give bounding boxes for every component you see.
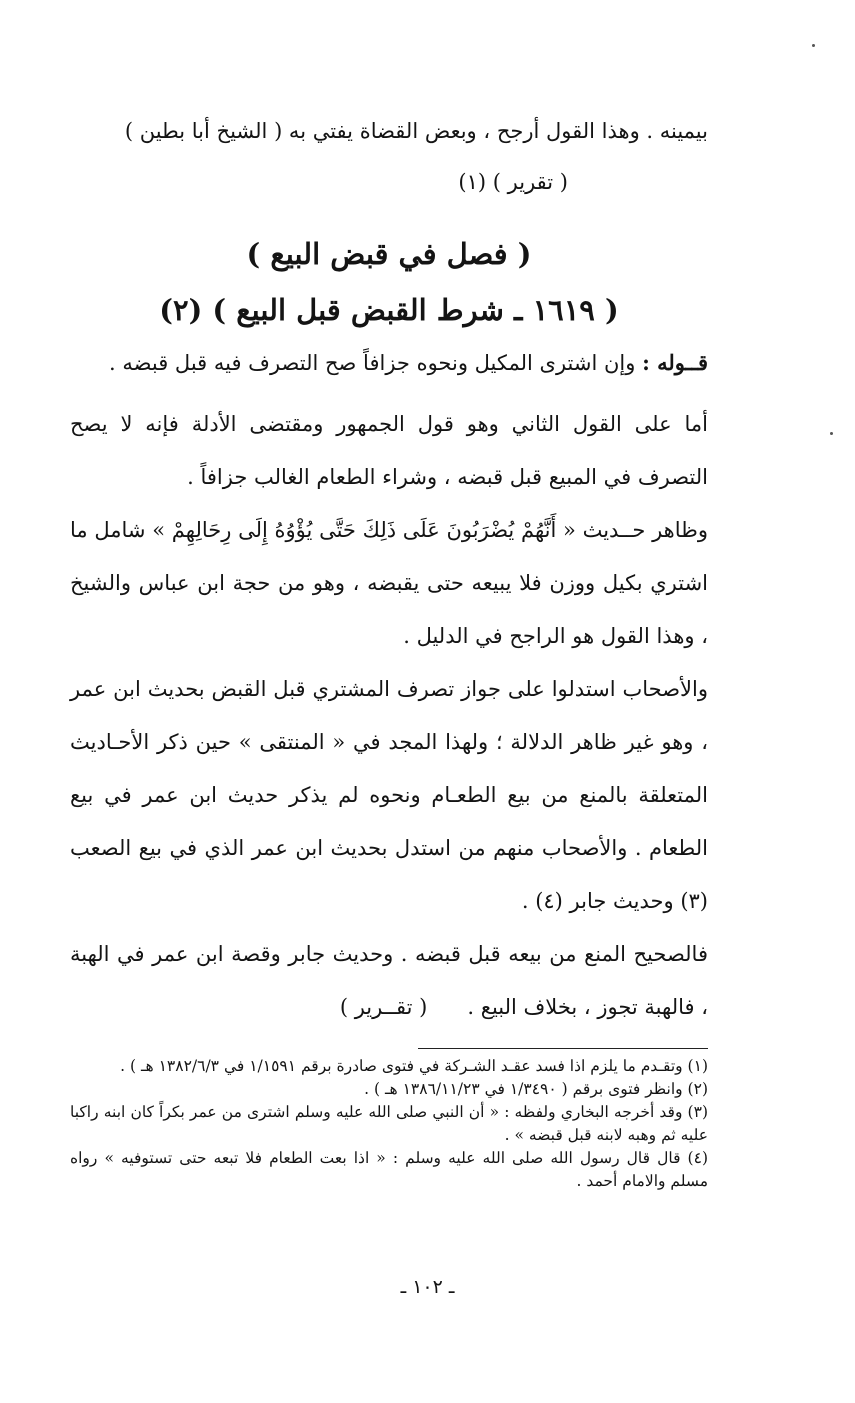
- source-tag-line: ( تقرير ) (١): [458, 170, 568, 194]
- scan-speck: [812, 44, 815, 47]
- footnote-1: (١) وتقـدم ما يلزم اذا فسد عقـد الشـركة في فتوى صادرة برقم ١/١٥٩١ في ١٣٨٢/٦/٣ هـ ) .: [120, 1057, 708, 1075]
- section-heading: ( فصل في قبض البيع ): [246, 237, 532, 271]
- footnote-3: (٣) وقد أخرجه البخاري ولفظه : « أن النبي صلى الله عليه وسلم اشترى من عمر بكراً كان ابنه راكبا عليه ثم وهبه لابنه قبل قبضه » .: [70, 1103, 708, 1144]
- paragraph-conclusion: [70, 928, 708, 1034]
- quote-lead: قــوله :: [642, 350, 708, 375]
- footnote-4: (٤) قال قال رسول الله صلى الله عليه وسلم : « اذا بعت الطعام فلا تبعه حتى تستوفيه » رواه مسلم والامام أحمد .: [70, 1149, 708, 1190]
- paragraph-majority-view: أما على القول الثاني وهو قول الجمهور ومقتضى الأدلة فإنه لا يصح التصرف في المبيع قبل قبضه ، وشراء الطعام الغالب جزافاً .: [70, 412, 708, 489]
- page-body: [70, 105, 708, 1193]
- quoted-text-paragraph: [70, 338, 708, 388]
- issue-heading: ( ١٦١٩ ـ شرط القبض قبل البيع ) (٢): [159, 293, 619, 327]
- paragraph-companions: والأصحاب استدلوا على جواز تصرف المشتري قبل القبض بحديث ابن عمر ، وهو غير ظاهر الدلالة ؛ ولهذا المجد في « المنتقى » حين ذكر الأحـاديث المتعلقة بالمنع من بيع الطعـام ونحوه لم يذكر حديث ابن عمر في بيع الطعام . والأصحاب منهم من استدل بحديث ابن عمر الذي في بيع الصعب (٣) وحديث جابر (٤) .: [70, 677, 708, 913]
- scan-speck: [830, 432, 833, 435]
- page-number: ـ ١٠٢ ـ: [400, 1276, 455, 1298]
- paragraph-hadith: وظاهر حــديث « أَنَّهُمْ يُضْرَبُونَ عَلَى ذَلِكَ حَتَّى يُؤْوُهُ إِلَى رِحَالِهِمْ » شامل ما اشتري بكيل ووزن فلا يبيعه حتى يقبضه ، وهو من حجة ابن عباس والشيخ ، وهذا القول هو الراجح في الدليل .: [70, 518, 708, 648]
- conclusion-text: فالصحيح المنع من بيعه قبل قبضه . وحديث جابر وقصة ابن عمر في الهبة ، فالهبة تجوز ، بخلاف البيع .: [70, 942, 708, 1019]
- conclusion-source-tag: ( تقــرير ): [339, 995, 428, 1019]
- footnote-divider: [418, 1048, 708, 1049]
- continuation-line: بيمينه . وهذا القول أرجح ، وبعض القضاة يفتي به ( الشيخ أبا بطين ): [124, 119, 708, 143]
- footnote-2: (٢) وانظر فتوى برقم ( ١/٣٤٩٠ في ١٣٨٦/١١/٢٣ هـ ) .: [364, 1080, 708, 1098]
- quote-body: وإن اشترى المكيل ونحوه جزافاً صح التصرف فيه قبل قبضه .: [109, 351, 643, 375]
